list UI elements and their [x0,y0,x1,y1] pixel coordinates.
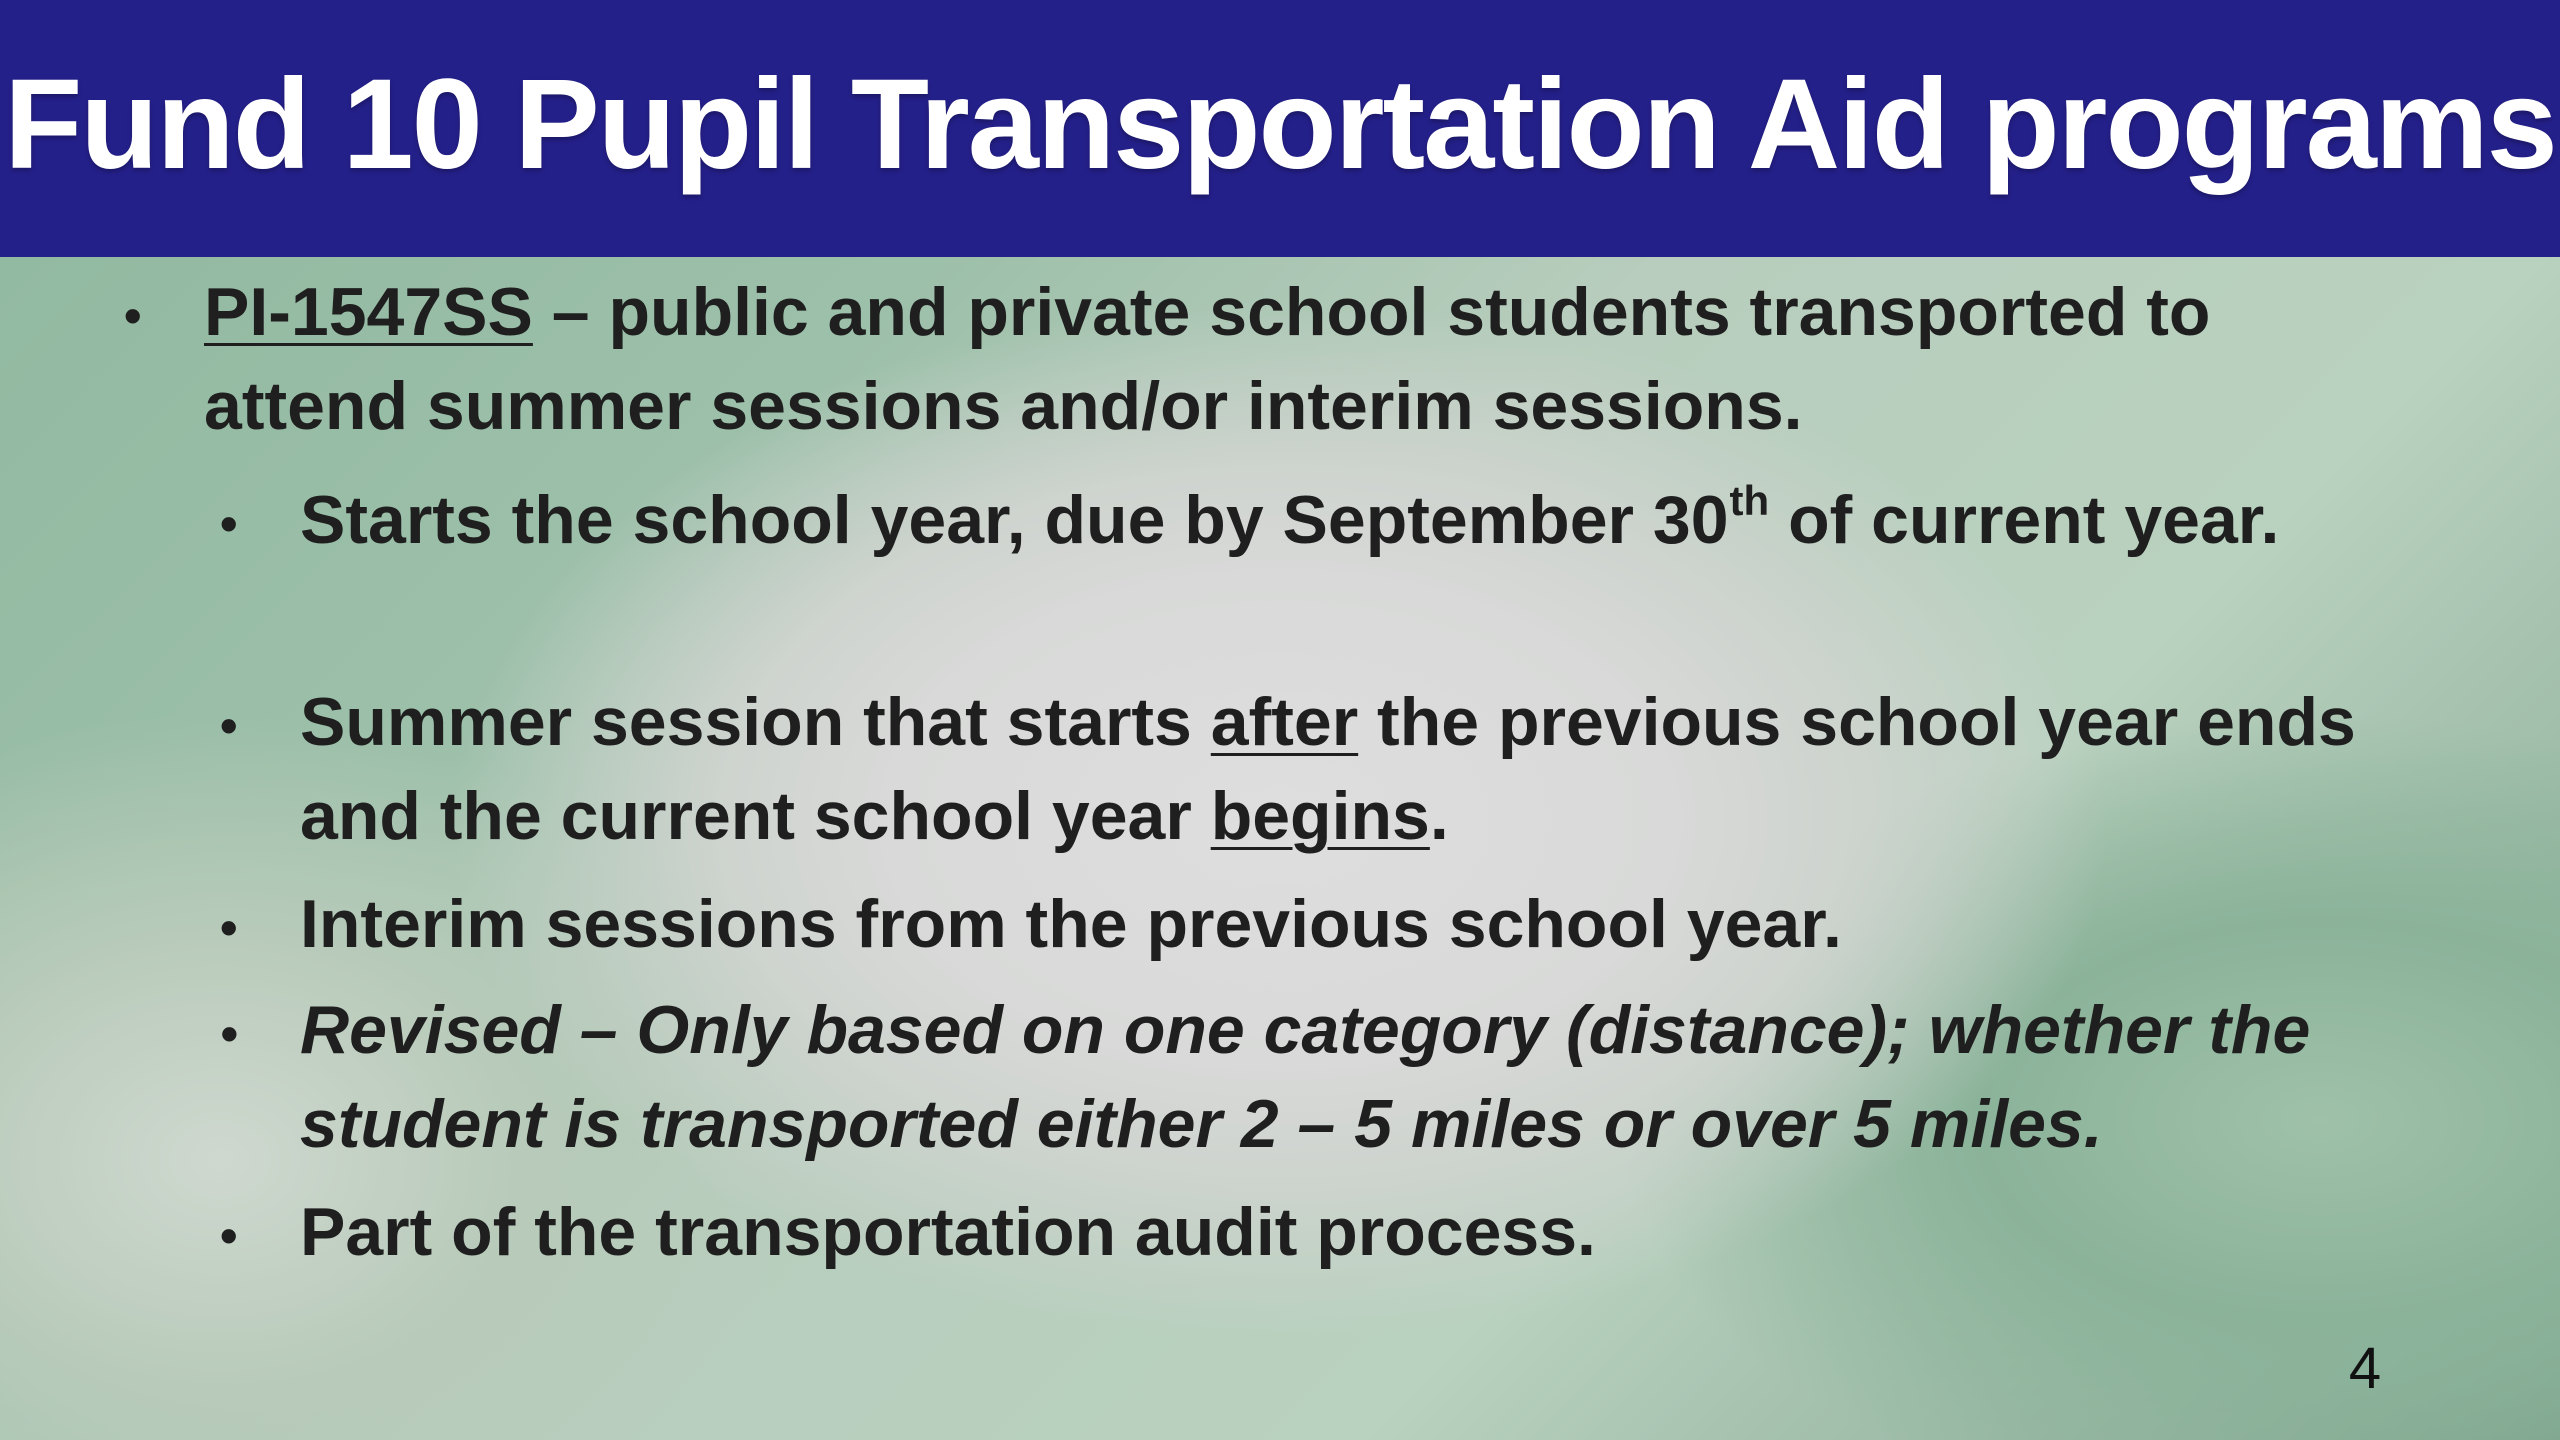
sub-bullet-interim-sessions-text: Interim sessions from the previous school year. [300,886,1842,962]
start-year-text-after-superscript: of current year. [1769,482,2280,558]
underlined-begins: begins [1210,778,1430,854]
sub-bullet-revised [220,983,2380,1171]
summer-session-text-part-1: Summer session that starts [300,684,1211,760]
ordinal-superscript: th [1729,477,1770,524]
sub-bullet-summer-session-text [300,675,2380,863]
slide-page-number: 4 [2348,1336,2382,1401]
sub-bullet-audit-process [220,1185,2380,1279]
sub-bullet-summer-session [220,675,2380,863]
title-bar [0,0,2560,257]
sub-bullet-dot: • [220,1208,238,1264]
sub-bullet-interim-sessions [220,877,2380,971]
sub-bullet-start-year [220,473,2380,567]
bullet-dot: • [124,288,142,344]
underlined-after: after [1210,684,1359,760]
sub-bullet-dot: • [220,496,238,552]
main-bullet [124,265,2404,453]
sub-bullet-dot: • [220,1006,238,1062]
sub-bullet-dot: • [220,698,238,754]
form-code-link[interactable]: PI-1547SS [204,274,533,350]
summer-session-text-part-3: . [1429,778,1449,854]
sub-bullet-dot: • [220,900,238,956]
start-year-text-before-superscript: Starts the school year, due by September 30 [300,482,1729,558]
sub-bullet-revised-text: Revised – Only based on one category (distance); whether the student is transported either 2 – 5 miles or over 5 miles. [300,992,2311,1162]
slide-title: Fund 10 Pupil Transportation Aid programs [4,52,2556,196]
main-bullet-description: – public and private school students transported to attend summer sessions and/or interim sessions. [204,274,2211,444]
sub-bullet-start-year-text [300,473,2380,567]
sub-bullet-audit-process-text: Part of the transportation audit process. [300,1194,1596,1270]
summer-session-text-part-2: the previous school year ends and the current school year [300,684,2356,854]
main-bullet-text [204,265,2404,453]
